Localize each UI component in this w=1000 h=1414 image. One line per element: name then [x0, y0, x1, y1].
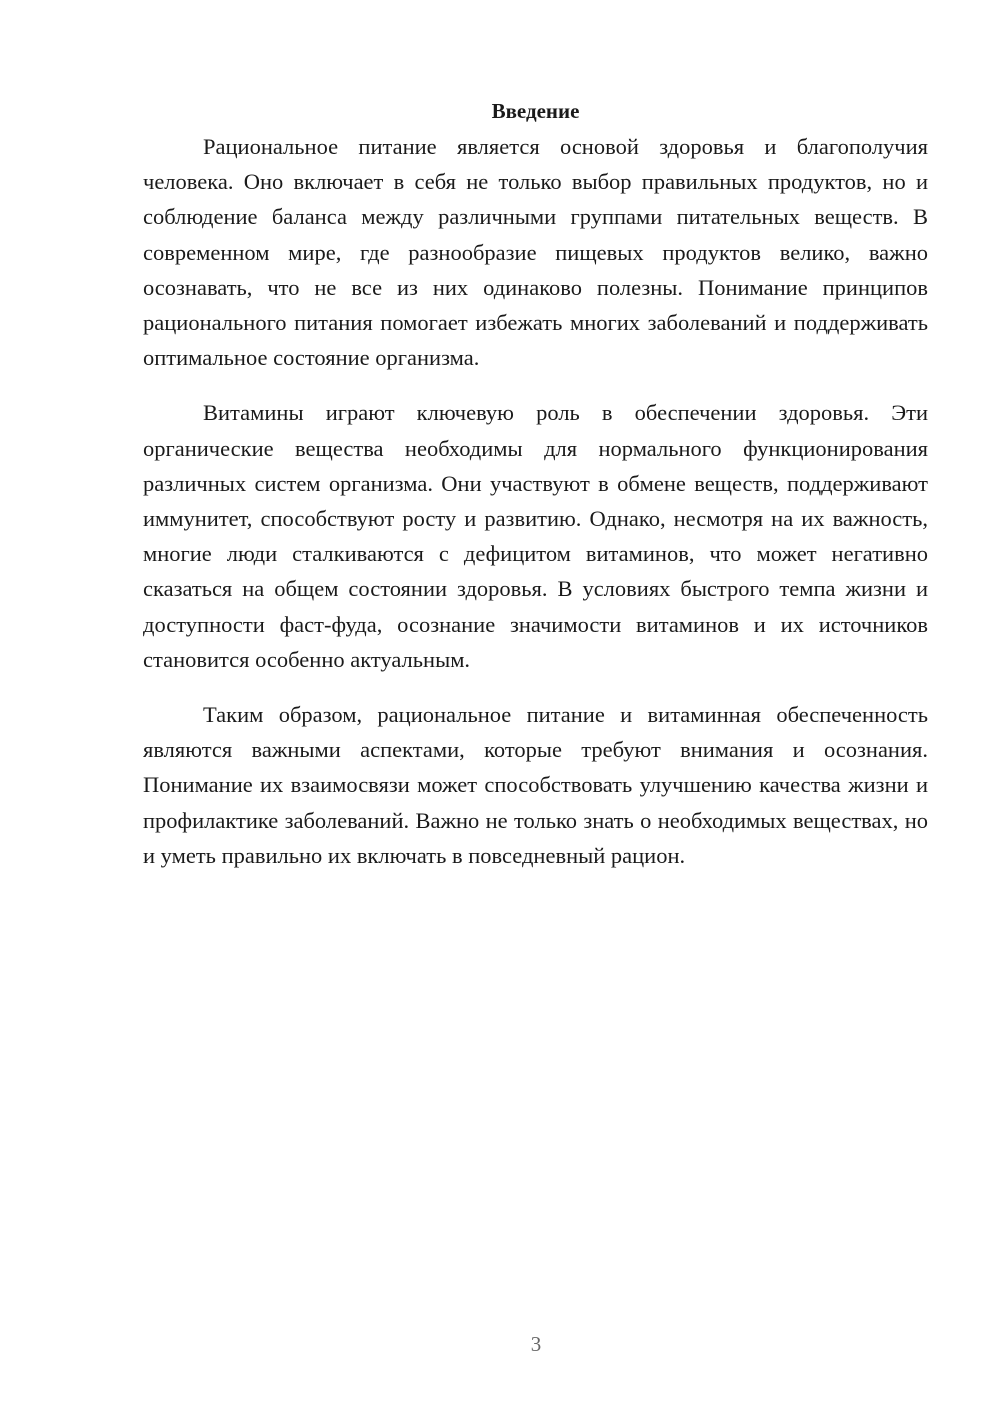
section-title: Введение	[491, 99, 580, 123]
paragraph-vitamins: Витамины играют ключевую роль в обеспечении здоровья. Эти органические вещества необходимы для нормального функционирования различных систем организма. Они участвуют в обмене веществ, поддерживают иммунитет, способствуют росту и развитию. Однако, несмотря на их важность, многие люди сталкиваются с дефицитом витаминов, что может негативно сказаться на общем состоянии здоровья. В условиях быстрого темпа жизни и доступности фаст-фуда, осознание значимости витаминов и их источников становится особенно актуальным.	[143, 400, 928, 672]
paragraph-conclusion: Таким образом, рациональное питание и витаминная обеспеченность являются важными аспектами, которые требуют внимания и осознания. Понимание их взаимосвязи может способствовать улучшению качества жизни и профилактике заболеваний. Важно не только знать о необходимых веществах, но и уметь правильно их включать в повседневный рацион.	[143, 702, 928, 868]
paragraph-intro: Рациональное питание является основой здоровья и благополучия человека. Оно включает в себя не только выбор правильных продуктов, но и соблюдение баланса между различными группами питательных веществ. В современном мире, где разнообразие пищевых продуктов велико, важно осознавать, что не все из них одинаково полезны. Понимание принципов рационального питания помогает избежать многих заболеваний и поддерживать оптимальное состояние организма.	[143, 134, 928, 371]
page-content	[143, 96, 928, 893]
page-number: 3	[530, 1332, 542, 1356]
